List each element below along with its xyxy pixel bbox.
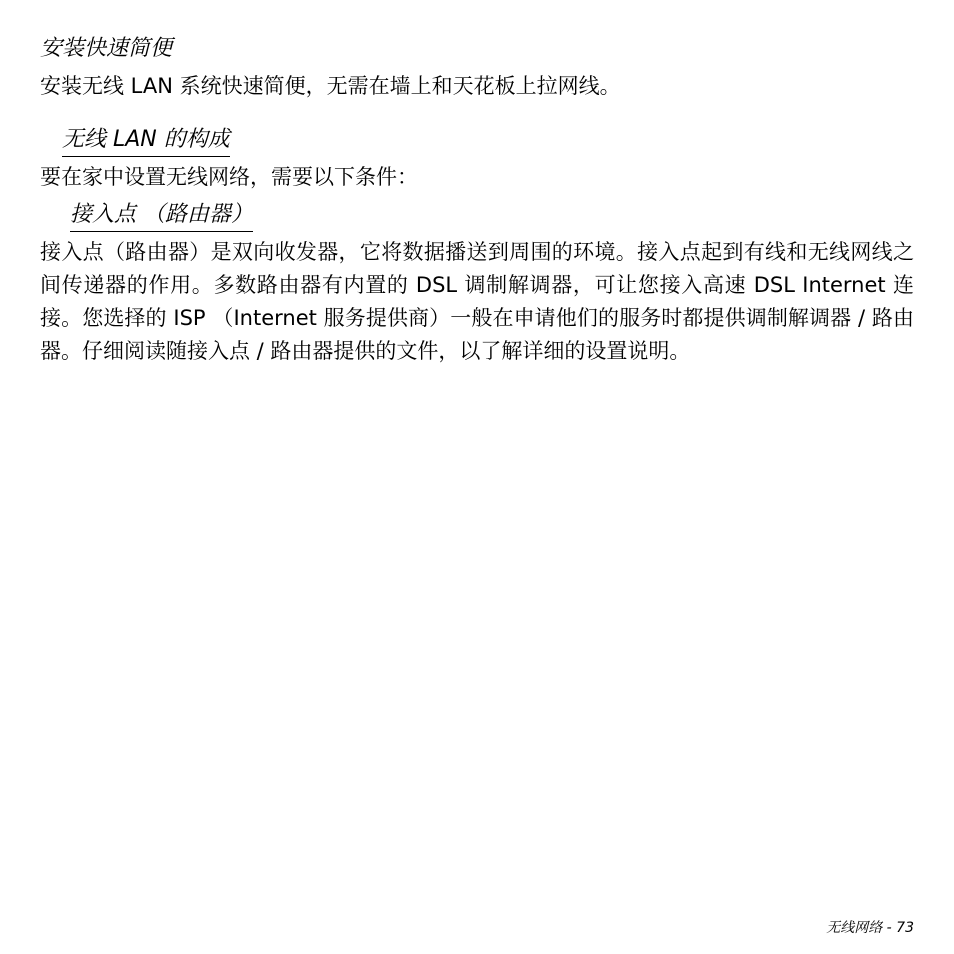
- subsection-body-requirements: 要在家中设置无线网络，需要以下条件：: [40, 165, 418, 189]
- page-footer: [826, 918, 914, 938]
- footer-separator: -: [882, 920, 897, 936]
- document-page: [40, 34, 914, 368]
- subsection-body-access-point: 接入点（路由器）是双向收发器，它将数据播送到周围的环境。接入点起到有线和无线网线之间传递器的作用。多数路由器有内置的 DSL 调制解调器，可让您接入高速 DSL Internet 连接。您选择的 ISP （Internet 服务提供商）一般在申请他们的服务时都提供调制解调器 / 路由器。仔细阅读随接入点 / 路由器提供的文件，以了解详细的设置说明。: [40, 240, 914, 363]
- subsection-title-access-point: 接入点 （路由器）: [70, 200, 253, 232]
- subsection-header-access-point: [40, 200, 914, 232]
- section-title-easy-install: 安装快速简便: [40, 36, 173, 61]
- subsection-title-wireless-lan-components: 无线 LAN 的构成: [62, 125, 230, 157]
- subsection-header-wireless-lan: [40, 125, 914, 157]
- footer-section-name: 无线网络: [826, 920, 883, 936]
- section-body-easy-install: 安装无线 LAN 系统快速简便，无需在墙上和天花板上拉网线。: [40, 74, 621, 98]
- footer-page-number: 73: [896, 920, 914, 936]
